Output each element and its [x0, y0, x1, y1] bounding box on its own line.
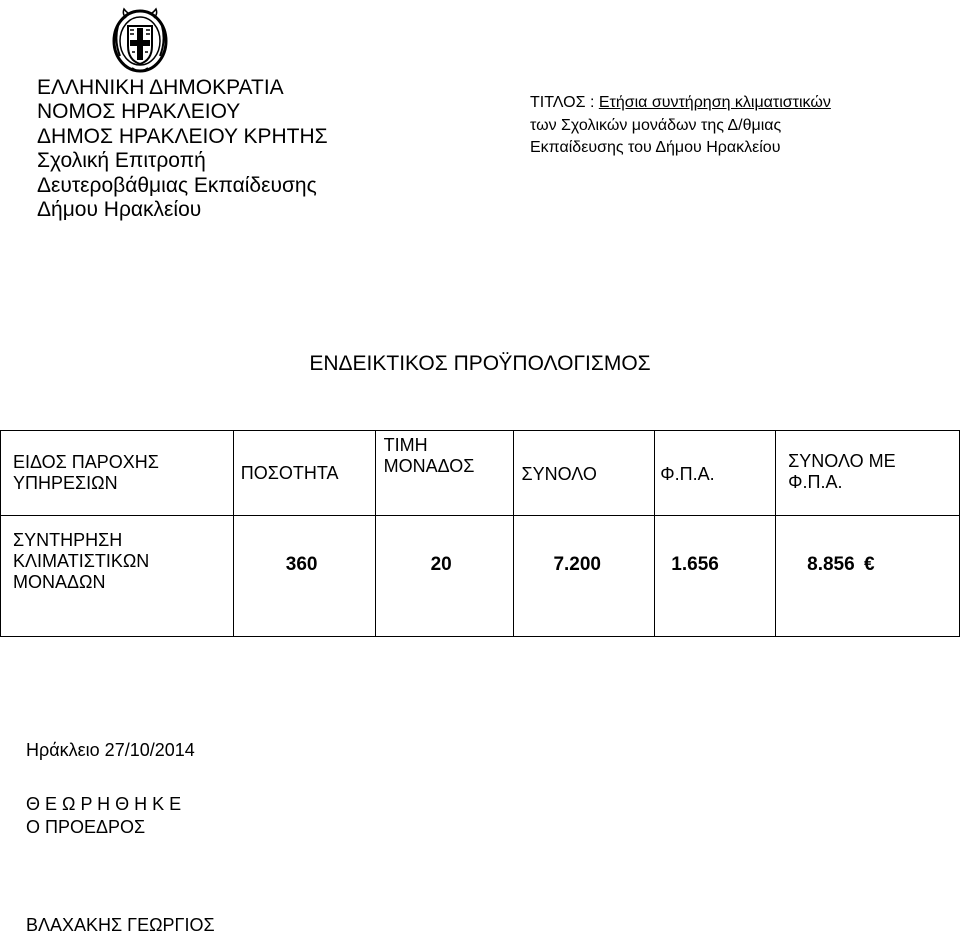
- header-unit-price: ΤΙΜΗ ΜΟΝΑΔΟΣ: [375, 431, 514, 516]
- title-label: ΤΙΤΛΟΣ :: [530, 94, 599, 111]
- authority-line: Δευτεροβάθμιας Εκπαίδευσης: [37, 173, 317, 197]
- place-date: Ηράκλειο 27/10/2014: [26, 740, 195, 760]
- header-vat: Φ.Π.Α.: [655, 431, 776, 516]
- title-line: των Σχολικών μονάδων της Δ/θμιας: [530, 116, 782, 134]
- project-title: [530, 92, 831, 160]
- authority-line: Δήμου Ηρακλείου: [37, 198, 202, 222]
- authority-line: Σχολική Επιτροπή: [37, 149, 206, 173]
- header-service: ΕΙΔΟΣ ΠΑΡΟΧΗΣ ΥΠΗΡΕΣΙΩΝ: [1, 431, 234, 516]
- authority-line: ΝΟΜΟΣ ΗΡΑΚΛΕΙΟΥ: [37, 100, 241, 124]
- budget-table: [0, 430, 960, 637]
- header-total: ΣΥΝΟΛΟ: [514, 431, 655, 516]
- document-title: ΕΝΔΕΙΚΤΙΚΟΣ ΠΡΟΫΠΟΛΟΓΙΣΜΟΣ: [309, 352, 651, 375]
- cell-total-with-vat: 8.856 €: [776, 516, 960, 637]
- table-header-row: [1, 431, 960, 516]
- table-row: [1, 516, 960, 637]
- cell-service: ΣΥΝΤΗΡΗΣΗ ΚΛΙΜΑΤΙΣΤΙΚΩΝ ΜΟΝΑΔΩΝ: [1, 516, 234, 637]
- signatory-name: ΒΛΑΧΑΚΗΣ ΓΕΩΡΓΙΟΣ: [26, 915, 215, 935]
- header-total-with-vat: ΣΥΝΟΛΟ ΜΕ Φ.Π.Α.: [776, 431, 960, 516]
- greek-coat-of-arms-icon: [104, 4, 176, 76]
- cell-total: 7.200: [514, 516, 655, 637]
- issuing-authority: [37, 76, 328, 222]
- signatory-role: Ο ΠΡΟΕΔΡΟΣ: [26, 817, 146, 837]
- authority-line: ΕΛΛΗΝΙΚΗ ΔΗΜΟΚΡΑΤΙΑ: [37, 76, 284, 99]
- approval-note: Θ Ε Ω Ρ Η Θ Η Κ Ε: [26, 794, 182, 814]
- euro-sign: €: [863, 554, 875, 575]
- cell-unit-price: 20: [375, 516, 514, 637]
- title-line: Ετήσια συντήρηση κλιματιστικών: [598, 94, 831, 111]
- title-line: Εκπαίδευσης του Δήμου Ηρακλείου: [530, 139, 781, 156]
- authority-line: ΔΗΜΟΣ ΗΡΑΚΛΕΙΟΥ ΚΡΗΤΗΣ: [37, 124, 328, 148]
- cell-vat: 1.656: [655, 516, 776, 637]
- cell-quantity: 360: [233, 516, 375, 637]
- header-quantity: ΠΟΣΟΤΗΤΑ: [233, 431, 375, 516]
